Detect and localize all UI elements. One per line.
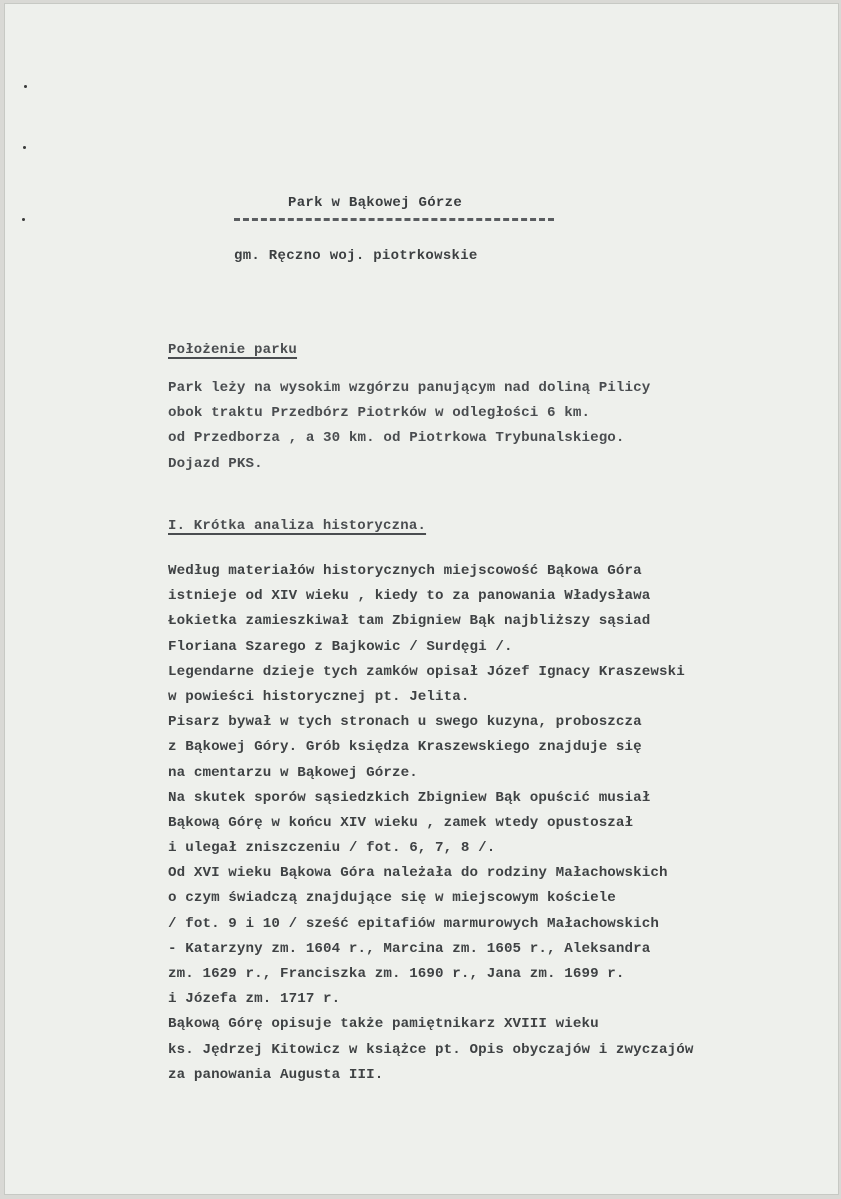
title-underline: [234, 218, 554, 221]
text-line: i Józefa zm. 1717 r.: [168, 991, 341, 1008]
text-line: Bąkową Górę w końcu XIV wieku , zamek wtedy opustoszał: [168, 814, 634, 831]
text-line: Floriana Szarego z Bajkowic / Surdęgi /.: [168, 638, 513, 655]
text-line: zm. 1629 r., Franciszka zm. 1690 r., Jana zm. 1699 r.: [168, 966, 625, 982]
text-line: w powieści historycznej pt. Jelita.: [168, 688, 470, 705]
text-line: Legendarne dzieje tych zamków opisał Józef Ignacy Kraszewski: [168, 663, 685, 680]
paper-speck: [24, 85, 27, 88]
text-line: Na skutek sporów sąsiedzkich Zbigniew Bąk opuścić musiał: [168, 789, 651, 806]
text-line: od Przedborza , a 30 km. od Piotrkowa Trybunalskiego.: [168, 430, 625, 447]
text-line: z Bąkowej Góry. Grób księdza Kraszewskiego znajduje się: [168, 739, 642, 756]
document-page: [4, 3, 839, 1195]
text-line: Według materiałów historycznych miejscowość Bąkowa Góra: [168, 563, 642, 579]
text-line: Bąkową Górę opisuje także pamiętnikarz XVIII wieku: [168, 1016, 599, 1033]
text-line: Od XVI wieku Bąkowa Góra należała do rodziny Małachowskich: [168, 865, 668, 882]
text-line: i ulegał zniszczeniu / fot. 6, 7, 8 /.: [168, 840, 496, 857]
text-line: obok traktu Przedbórz Piotrków w odległości 6 km.: [168, 405, 591, 422]
text-line: / fot. 9 i 10 / sześć epitafiów marmurowych Małachowskich: [168, 915, 659, 932]
text-line: za panowania Augusta III.: [168, 1066, 384, 1083]
document-title: Park w Bąkowej Górze: [288, 195, 463, 211]
text-line: o czym świadczą znajdujące się w miejscowym kościele: [168, 890, 616, 907]
paper-speck: [22, 218, 25, 221]
document-subtitle: gm. Ręczno woj. piotrkowskie: [234, 248, 478, 264]
text-line: istnieje od XIV wieku , kiedy to za panowania Władysława: [168, 588, 651, 605]
section-heading-location: Położenie parku: [168, 342, 298, 358]
text-line: Dojazd PKS.: [168, 455, 263, 472]
text-line: Pisarz bywał w tych stronach u swego kuzyna, proboszcza: [168, 714, 642, 731]
text-line: na cmentarzu w Bąkowej Górze.: [168, 764, 418, 781]
text-line: Park leży na wysokim wzgórzu panującym nad doliną Pilicy: [168, 380, 651, 396]
history-paragraph: [168, 559, 693, 1088]
paper-speck: [23, 146, 26, 149]
text-line: ks. Jędrzej Kitowicz w książce pt. Opis obyczajów i zwyczajów: [168, 1041, 694, 1058]
text-line: Łokietka zamieszkiwał tam Zbigniew Bąk najbliższy sąsiad: [168, 613, 651, 630]
section-heading-history: I. Krótka analiza historyczna.: [168, 518, 427, 534]
text-line: - Katarzyny zm. 1604 r., Marcina zm. 1605 r., Aleksandra: [168, 940, 651, 957]
location-paragraph: [168, 376, 650, 477]
